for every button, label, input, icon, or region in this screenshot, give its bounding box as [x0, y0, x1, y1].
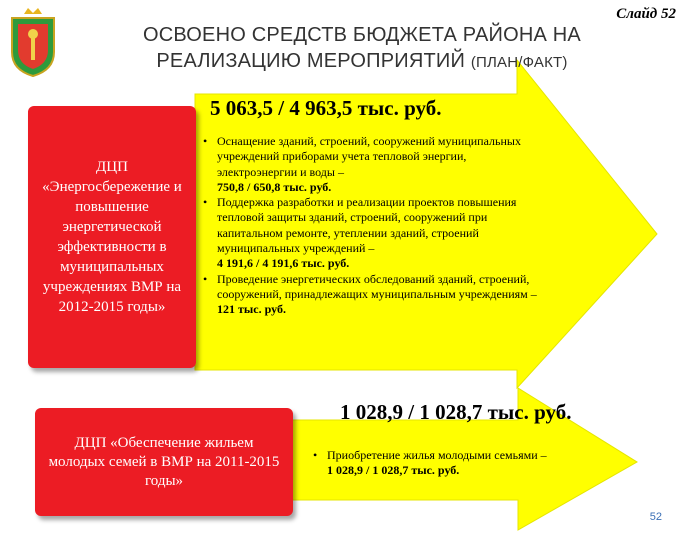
block1-items — [203, 134, 548, 318]
block2-total: 1 028,9 / 1 028,7 тыс. руб. — [340, 400, 572, 424]
block1-program: ДЦП «Энергосбережение и повышение энергетической эффективности в муниципальных учреждениях ВМР на 2012-2015 годы» — [42, 159, 182, 315]
title-line2-main: РЕАЛИЗАЦИЮ МЕРОПРИЯТИЙ — [156, 50, 466, 72]
block2-program: ДЦП «Обеспечение жильем молодых семей в ВМР на 2011-2015 годы» — [48, 434, 280, 489]
bullet-icon: • — [203, 271, 208, 286]
title-line2 — [62, 48, 662, 76]
block1-total: 5 063,5 / 4 963,5 тыс. руб. — [210, 96, 442, 120]
bullet-icon: • — [203, 195, 208, 210]
item-amount: 1 028,9 / 1 028,7 тыс. руб. — [327, 463, 460, 477]
block1-program-box — [28, 106, 196, 368]
list-item — [203, 272, 548, 318]
list-item — [203, 134, 548, 195]
block2-program-box — [35, 408, 293, 516]
bullet-icon: • — [313, 448, 318, 462]
slide-label: Слайд 52 — [616, 6, 676, 22]
item-amount: 121 тыс. руб. — [217, 302, 286, 317]
item-amount: 4 191,6 / 4 191,6 тыс. руб. — [217, 256, 350, 271]
block2-items — [313, 448, 613, 478]
item-text: Приобретение жилья молодыми семьями – — [327, 448, 547, 462]
page-title — [62, 22, 662, 76]
item-text: Поддержка разработки и реализации проектов повышения тепловой защиты зданий, строений, сооружений при капитальном ремонте, утеплении зданий, строений муниципальных учреждений – — [217, 195, 517, 256]
item-text: Проведение энергетических обследований зданий, строений, сооружений, принадлежащих муниципальным учреждениям – — [217, 271, 537, 301]
item-amount: 750,8 / 650,8 тыс. руб. — [217, 179, 332, 194]
list-item — [203, 195, 548, 271]
item-text: Оснащение зданий, строений, сооружений муниципальных учреждений приборами учета тепловой энергии, электроэнергии и воды – — [217, 134, 521, 179]
bullet-icon: • — [203, 134, 208, 148]
page-number: 52 — [649, 511, 662, 523]
list-item — [313, 448, 613, 478]
title-line1: ОСВОЕНО СРЕДСТВ БЮДЖЕТА РАЙОНА НА — [143, 24, 581, 46]
coat-of-arms-icon — [4, 4, 62, 80]
title-line2-small: (ПЛАН/ФАКТ) — [470, 54, 568, 71]
